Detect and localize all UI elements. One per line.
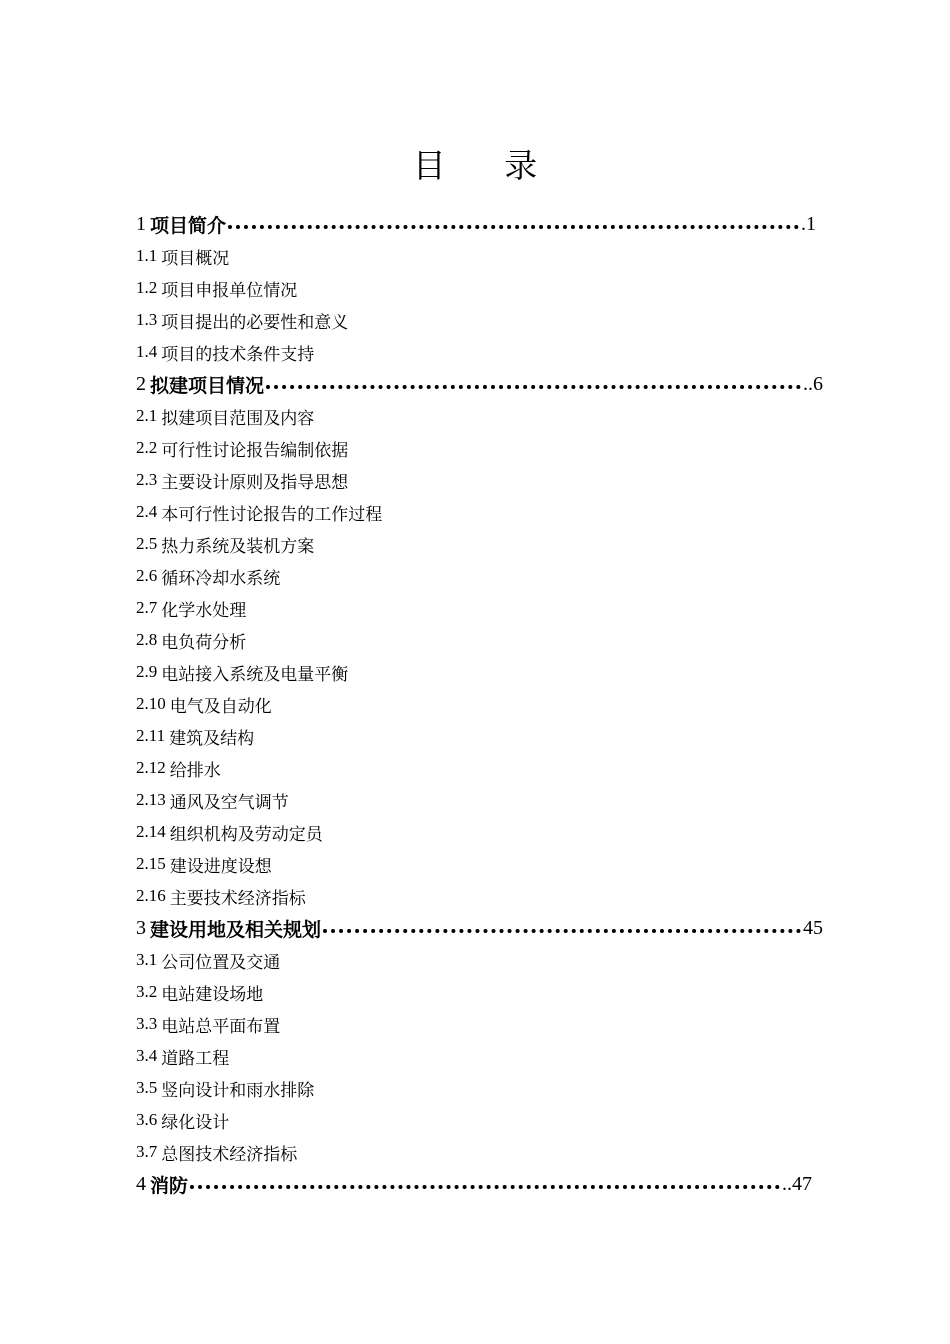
toc-item[interactable] bbox=[136, 944, 836, 976]
chapter-title: 项目简介 bbox=[150, 214, 227, 237]
toc-item[interactable] bbox=[136, 976, 836, 1008]
item-title: 建筑及结构 bbox=[169, 728, 255, 749]
toc-item[interactable] bbox=[136, 688, 836, 720]
chapter-number: 3 bbox=[136, 916, 146, 939]
toc-item[interactable] bbox=[136, 816, 836, 848]
item-number: 2.9 bbox=[136, 662, 158, 681]
chapter-title: 建设用地及相关规划 bbox=[150, 918, 322, 941]
item-title: 竖向设计和雨水排除 bbox=[161, 1080, 315, 1101]
item-title: 拟建项目范围及内容 bbox=[161, 408, 315, 429]
item-title: 项目申报单位情况 bbox=[161, 280, 298, 301]
item-title: 项目提出的必要性和意义 bbox=[161, 312, 349, 333]
toc-item[interactable] bbox=[136, 304, 836, 336]
toc-item[interactable] bbox=[136, 1072, 836, 1104]
toc-item[interactable] bbox=[136, 400, 836, 432]
item-number: 2.8 bbox=[136, 630, 158, 649]
toc-item[interactable] bbox=[136, 464, 836, 496]
item-title: 绿化设计 bbox=[161, 1112, 230, 1133]
item-title: 总图技术经济指标 bbox=[161, 1144, 298, 1165]
toc-item[interactable] bbox=[136, 1104, 836, 1136]
item-title: 项目的技术条件支持 bbox=[161, 344, 315, 365]
item-number: 2.13 bbox=[136, 790, 166, 809]
toc-item[interactable] bbox=[136, 1040, 836, 1072]
item-number: 3.3 bbox=[136, 1014, 158, 1033]
item-title: 电站建设场地 bbox=[161, 984, 264, 1005]
item-number: 2.3 bbox=[136, 470, 158, 489]
item-title: 可行性讨论报告编制依据 bbox=[161, 440, 349, 461]
item-title: 本可行性讨论报告的工作过程 bbox=[161, 504, 383, 525]
item-title: 电站总平面布置 bbox=[161, 1016, 281, 1037]
item-number: 2.7 bbox=[136, 598, 158, 617]
chapter-page-number: ..47 bbox=[782, 1172, 812, 1195]
item-number: 1.4 bbox=[136, 342, 158, 361]
toc-item[interactable] bbox=[136, 1008, 836, 1040]
item-title: 给排水 bbox=[169, 760, 221, 781]
item-number: 2.10 bbox=[136, 694, 166, 713]
toc-chapter-4[interactable] bbox=[136, 1168, 812, 1200]
item-number: 1.2 bbox=[136, 278, 158, 297]
chapter-page-number: ..6 bbox=[803, 372, 823, 395]
item-title: 主要技术经济指标 bbox=[169, 888, 306, 909]
toc-chapter-1[interactable] bbox=[136, 208, 816, 240]
item-number: 2.11 bbox=[136, 726, 166, 745]
table-of-contents bbox=[136, 208, 836, 1200]
chapter-title: 拟建项目情况 bbox=[150, 374, 265, 397]
item-title: 道路工程 bbox=[161, 1048, 230, 1069]
item-number: 2.16 bbox=[136, 886, 166, 905]
toc-item[interactable] bbox=[136, 496, 836, 528]
toc-item[interactable] bbox=[136, 784, 836, 816]
chapter-number: 1 bbox=[136, 212, 146, 235]
item-number: 2.15 bbox=[136, 854, 166, 873]
dot-leader bbox=[266, 374, 801, 394]
item-title: 项目概况 bbox=[161, 248, 230, 269]
item-title: 热力系统及装机方案 bbox=[161, 536, 315, 557]
item-title: 电站接入系统及电量平衡 bbox=[161, 664, 349, 685]
toc-item[interactable] bbox=[136, 592, 836, 624]
item-number: 1.1 bbox=[136, 246, 158, 265]
item-number: 3.4 bbox=[136, 1046, 158, 1065]
item-title: 建设进度设想 bbox=[169, 856, 272, 877]
chapter-title: 消防 bbox=[150, 1174, 189, 1197]
item-number: 1.3 bbox=[136, 310, 158, 329]
item-number: 2.14 bbox=[136, 822, 166, 841]
item-number: 2.4 bbox=[136, 502, 158, 521]
item-title: 通风及空气调节 bbox=[169, 792, 289, 813]
item-title: 化学水处理 bbox=[161, 600, 247, 621]
item-title: 公司位置及交通 bbox=[161, 952, 281, 973]
item-title: 电负荷分析 bbox=[161, 632, 247, 653]
toc-item[interactable] bbox=[136, 560, 836, 592]
toc-item[interactable] bbox=[136, 848, 836, 880]
toc-item[interactable] bbox=[136, 336, 836, 368]
toc-chapter-3[interactable] bbox=[136, 912, 823, 944]
item-number: 3.7 bbox=[136, 1142, 158, 1161]
dot-leader bbox=[323, 918, 801, 938]
toc-item[interactable] bbox=[136, 880, 836, 912]
item-number: 3.2 bbox=[136, 982, 158, 1001]
dot-leader bbox=[228, 214, 799, 234]
item-title: 电气及自动化 bbox=[169, 696, 272, 717]
chapter-number: 2 bbox=[136, 372, 146, 395]
item-number: 2.1 bbox=[136, 406, 158, 425]
item-number: 3.6 bbox=[136, 1110, 158, 1129]
item-number: 2.6 bbox=[136, 566, 158, 585]
toc-item[interactable] bbox=[136, 528, 836, 560]
item-number: 3.1 bbox=[136, 950, 158, 969]
toc-item[interactable] bbox=[136, 656, 836, 688]
item-title: 组织机构及劳动定员 bbox=[169, 824, 323, 845]
chapter-number: 4 bbox=[136, 1172, 146, 1195]
item-title: 主要设计原则及指导思想 bbox=[161, 472, 349, 493]
chapter-page-number: 45 bbox=[803, 916, 823, 939]
toc-item[interactable] bbox=[136, 272, 836, 304]
toc-item[interactable] bbox=[136, 752, 836, 784]
item-number: 2.12 bbox=[136, 758, 166, 777]
item-title: 循环冷却水系统 bbox=[161, 568, 281, 589]
toc-item[interactable] bbox=[136, 1136, 836, 1168]
item-number: 2.2 bbox=[136, 438, 158, 457]
toc-item[interactable] bbox=[136, 624, 836, 656]
chapter-page-number: .1 bbox=[801, 212, 816, 235]
toc-item[interactable] bbox=[136, 720, 836, 752]
dot-leader bbox=[190, 1174, 780, 1194]
toc-title: 目 录 bbox=[412, 146, 562, 185]
item-number: 3.5 bbox=[136, 1078, 158, 1097]
toc-chapter-2[interactable] bbox=[136, 368, 823, 400]
toc-item[interactable] bbox=[136, 432, 836, 464]
item-number: 2.5 bbox=[136, 534, 158, 553]
toc-item[interactable] bbox=[136, 240, 836, 272]
